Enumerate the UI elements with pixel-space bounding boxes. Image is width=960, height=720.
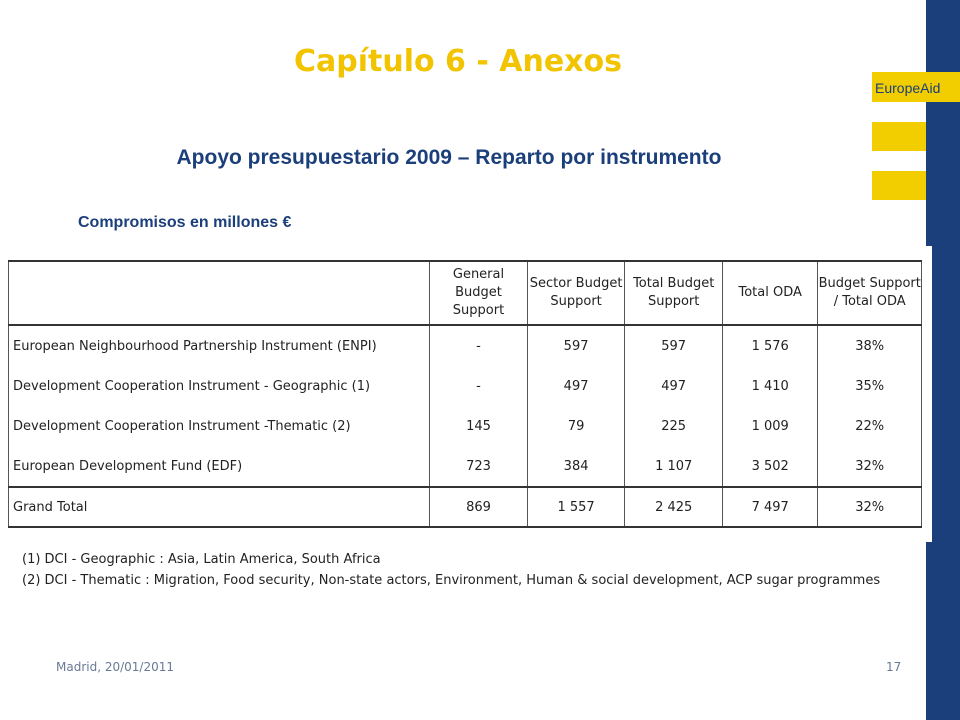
brand-logo: EuropeAid xyxy=(875,80,941,96)
slide-title: Capítulo 6 - Anexos xyxy=(293,44,622,79)
footnote-1: (1) DCI - Geographic : Asia, Latin America, South Africa xyxy=(22,552,381,567)
cell-oda: 1 009 xyxy=(722,406,817,446)
table-total-row xyxy=(9,487,922,527)
cell-pct: 22% xyxy=(818,406,922,446)
total-oda: 7 497 xyxy=(722,487,817,527)
table-row xyxy=(9,406,922,446)
cell-gbs: 145 xyxy=(430,406,528,446)
row-label: Development Cooperation Instrument -Thematic (2) xyxy=(9,406,430,446)
header-general-budget-support: General Budget Support xyxy=(430,261,528,325)
slide-subtitle: Apoyo presupuestario 2009 – Reparto por instrumento xyxy=(176,146,722,169)
cell-sbs: 497 xyxy=(527,366,625,406)
row-label: Development Cooperation Instrument - Geographic (1) xyxy=(9,366,430,406)
cell-tbs: 597 xyxy=(625,325,723,366)
units-label: Compromisos en millones € xyxy=(78,214,292,231)
header-total-budget-support: Total Budget Support xyxy=(625,261,723,325)
cell-gbs: - xyxy=(430,325,528,366)
cell-oda: 1 410 xyxy=(722,366,817,406)
cell-pct: 32% xyxy=(818,446,922,487)
cell-gbs: - xyxy=(430,366,528,406)
decorative-band xyxy=(872,171,926,200)
table-row xyxy=(9,446,922,487)
cell-sbs: 597 xyxy=(527,325,625,366)
cell-pct: 38% xyxy=(818,325,922,366)
row-label: European Development Fund (EDF) xyxy=(9,446,430,487)
footnotes xyxy=(22,549,902,591)
header-instrument xyxy=(9,261,430,325)
row-label: European Neighbourhood Partnership Instrument (ENPI) xyxy=(9,325,430,366)
header-sector-budget-support: Sector Budget Support xyxy=(527,261,625,325)
table-header-row xyxy=(9,261,922,325)
table-row xyxy=(9,366,922,406)
total-sbs: 1 557 xyxy=(527,487,625,527)
total-tbs: 2 425 xyxy=(625,487,723,527)
cell-tbs: 225 xyxy=(625,406,723,446)
budget-table xyxy=(8,260,922,528)
cell-tbs: 497 xyxy=(625,366,723,406)
total-pct: 32% xyxy=(818,487,922,527)
table-panel xyxy=(0,246,932,542)
cell-tbs: 1 107 xyxy=(625,446,723,487)
cell-pct: 35% xyxy=(818,366,922,406)
total-gbs: 869 xyxy=(430,487,528,527)
cell-sbs: 384 xyxy=(527,446,625,487)
header-total-oda: Total ODA xyxy=(722,261,817,325)
table-row xyxy=(9,325,922,366)
total-label: Grand Total xyxy=(9,487,430,527)
page-number: 17 xyxy=(886,660,902,674)
cell-oda: 1 576 xyxy=(722,325,817,366)
footnote-2: (2) DCI - Thematic : Migration, Food security, Non-state actors, Environment, Human & social development, ACP sugar programmes xyxy=(22,573,881,588)
header-budget-support-ratio: Budget Support / Total ODA xyxy=(818,261,922,325)
cell-oda: 3 502 xyxy=(722,446,817,487)
cell-gbs: 723 xyxy=(430,446,528,487)
footer-place-date: Madrid, 20/01/2011 xyxy=(56,660,175,674)
cell-sbs: 79 xyxy=(527,406,625,446)
